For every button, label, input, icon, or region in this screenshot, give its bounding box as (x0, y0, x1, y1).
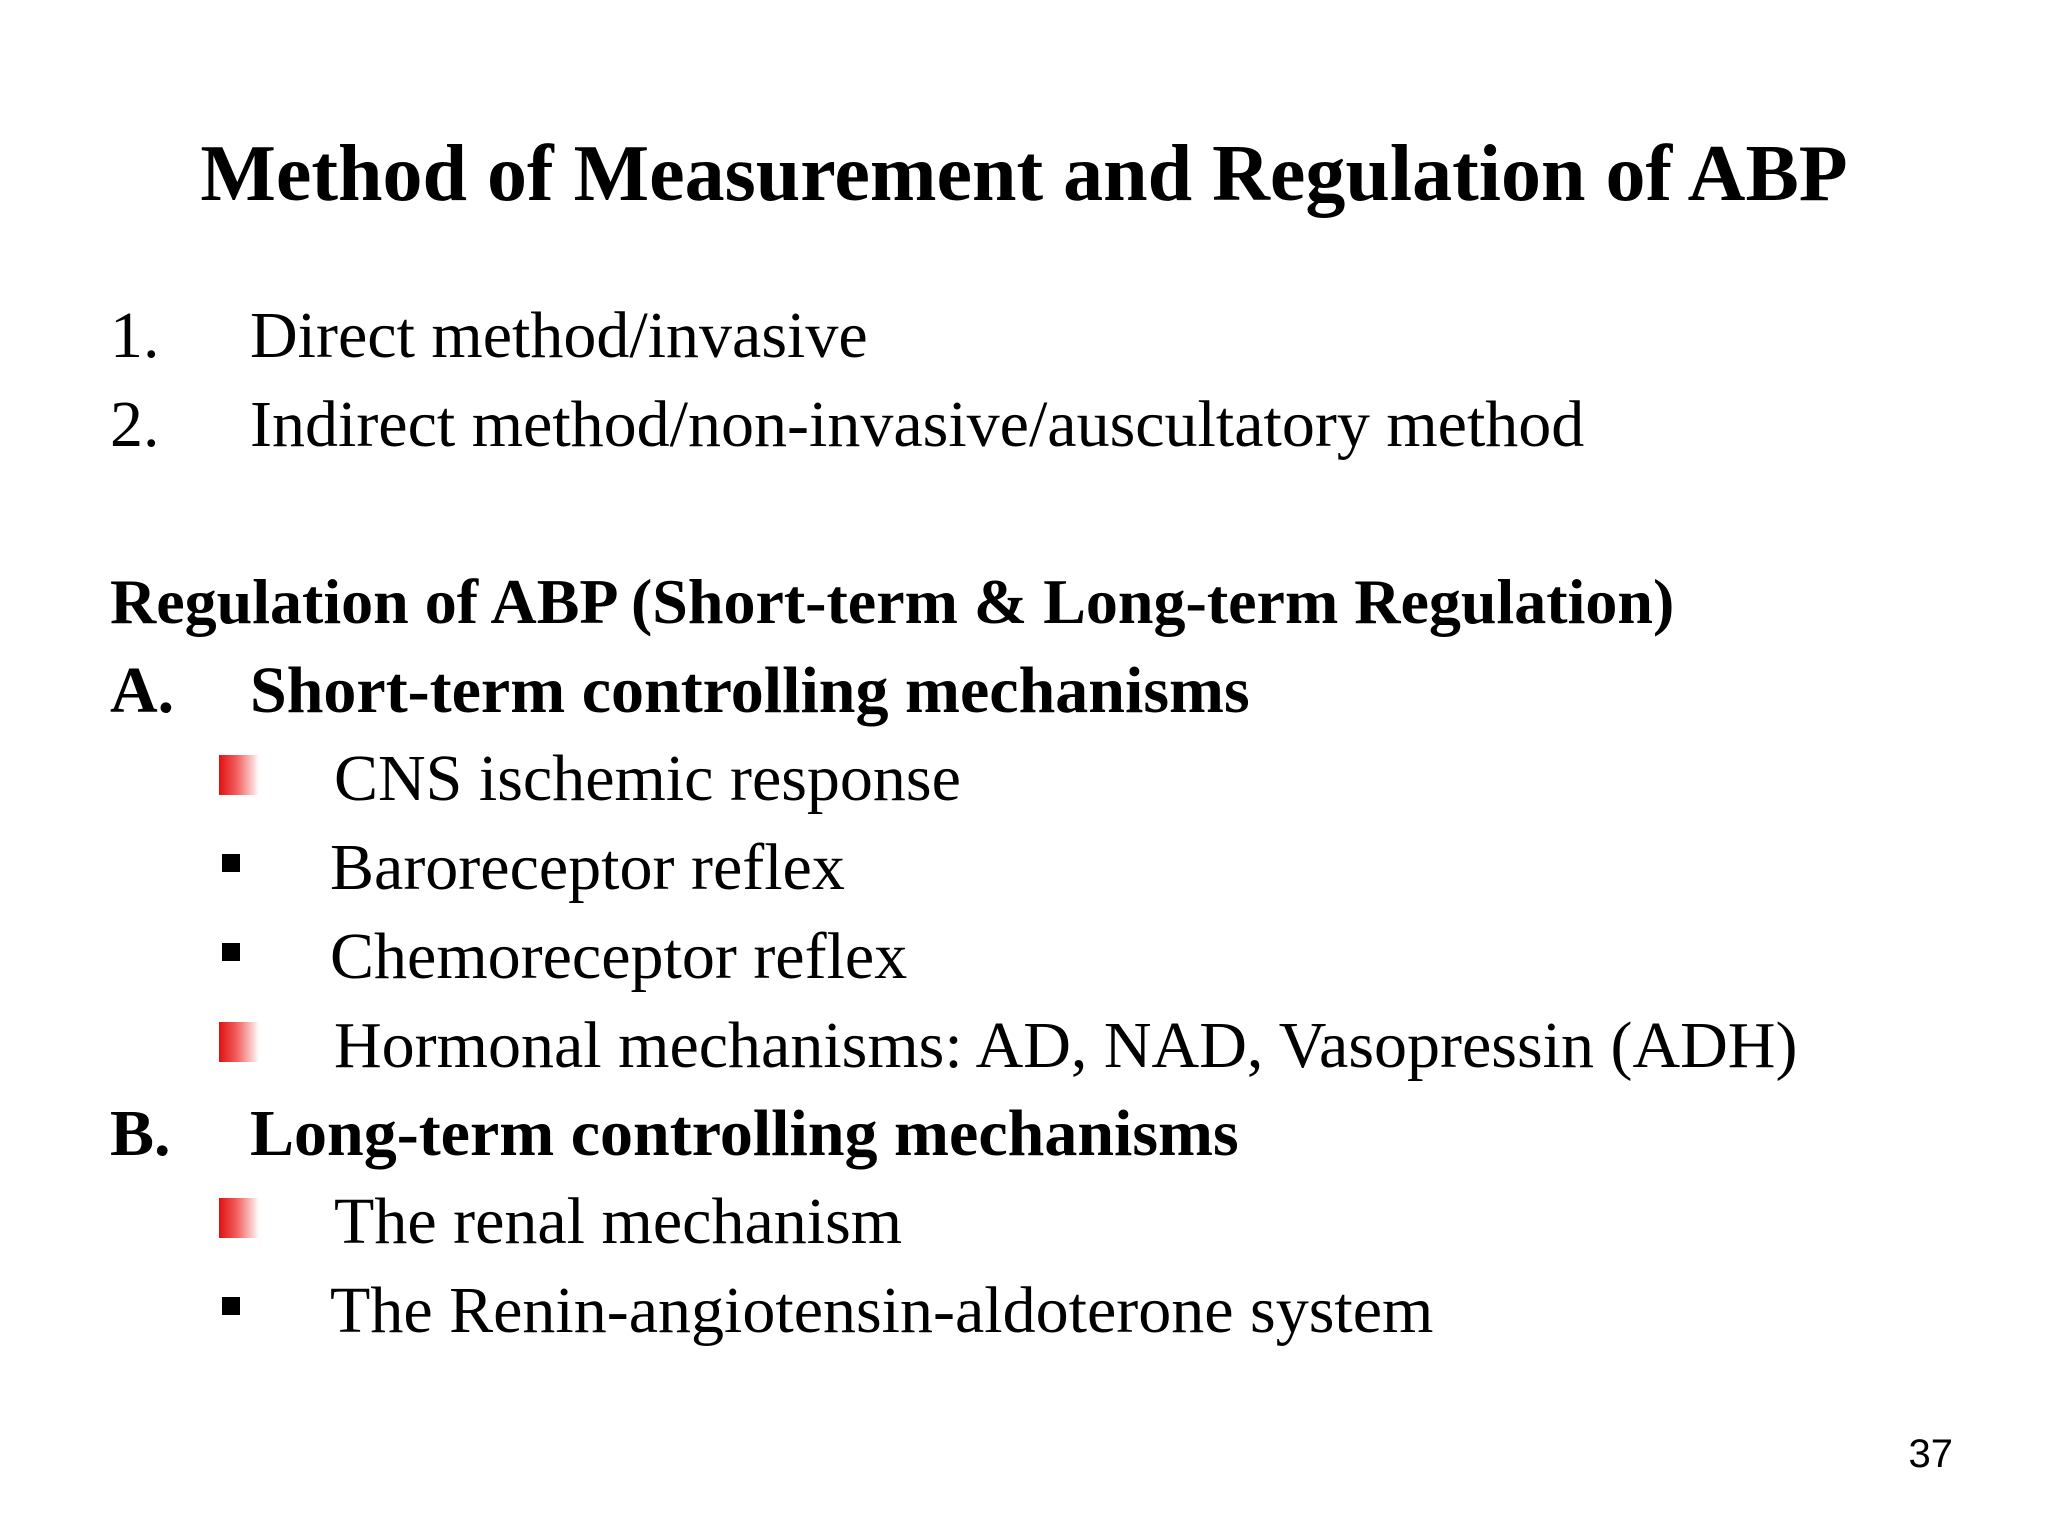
red-square-icon (219, 1022, 259, 1062)
page-number: 37 (1908, 1432, 1953, 1476)
slide-title: Method of Measurement and Regulation of ABP (200, 130, 1848, 218)
method-number: 1. (110, 299, 160, 372)
method-text: Direct method/invasive (250, 299, 868, 372)
list-item-text: Hormonal mechanisms: AD, NAD, Vasopressin (ADH) (334, 1009, 1798, 1082)
regulation-heading: Regulation of ABP (Short-term & Long-term Regulation) (110, 566, 1675, 637)
black-square-icon (222, 1297, 240, 1315)
section-title: Short-term controlling mechanisms (250, 654, 1250, 727)
list-item-text: The renal mechanism (334, 1185, 903, 1258)
list-item-text: Chemoreceptor reflex (330, 920, 908, 993)
black-square-icon (222, 943, 240, 961)
method-number: 2. (110, 388, 160, 461)
section-letter: B. (110, 1097, 171, 1170)
list-item-text: The Renin-angiotensin-aldoterone system (330, 1274, 1434, 1347)
section-letter: A. (110, 654, 175, 727)
black-square-icon (222, 854, 240, 872)
list-item-text: CNS ischemic response (334, 742, 961, 815)
red-square-icon (219, 755, 259, 795)
section-title: Long-term controlling mechanisms (250, 1097, 1239, 1170)
method-text: Indirect method/non-invasive/auscultatory method (250, 388, 1585, 461)
list-item-text: Baroreceptor reflex (330, 831, 845, 904)
red-square-icon (219, 1198, 259, 1238)
